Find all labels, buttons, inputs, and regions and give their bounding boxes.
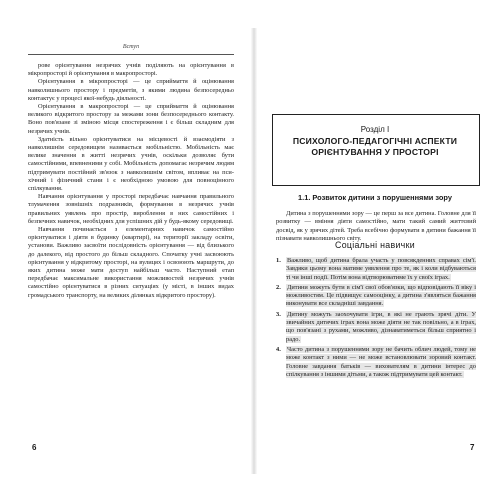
left-page-body [28,62,234,300]
skills-list [276,257,476,381]
section-title-line: ПСИХОЛОГО-ПЕДАГОГІЧНІ АСПЕКТИ [292,136,458,146]
book-gutter [251,28,257,474]
item-text: Дитини можуть бути в сім'ї свої обов'язки, що відповідають її віку і можливостям. Це підвищує самооцінку, а дитина з'являться бажання виконувати все складніші завдання. [286,283,476,308]
list-item [276,311,476,344]
left-paragraph: Здатність вільно орієнтуватися на місцевості й взаємодіяти з навколишнім середовищем називається мобільністю. Мобільність має велике значення в житті незрячих учнів, оскільки дозволяє бути самостійними, впевненими у собі. Мобільність допомагає незрячим людям підтримувати постійний зв'язок з навколишнім світом, впливає на психічний і фізичний стани і є необхідною умовою для повноцінного спілкування. [28,135,234,193]
running-head-rule [28,54,234,55]
intro-paragraph: Дитина з порушеннями зору — це перш за все дитина. Головне для її розвитку — вміння діяти самостійно, мати такий самий життєвий досвід, як у зрячих дітей. Треба всебічно формувати в дитини бажання її пізнавати навколишнього світу. [276,210,476,243]
item-number: 4. [276,345,281,353]
left-paragraph: Орієнтування в мікропросторі — це сприймаття й оцінювання навколишнього простору і предметів, з якими людина безпосередньо контактує у процесі якої-небудь діяльності. [28,78,234,102]
list-item [276,346,476,379]
item-text: Дитину можуть заохочувати ігри, в які не грають зрячі діти. У звичайних дитячих іграх вона може діяти не так повільно, а в іграх, що пов'язані з рухами, можливо, дізнаватиметься більш сприятно і радо. [286,310,476,343]
section-label: Розділ І [360,125,390,134]
section-title-line: ОРІЄНТУВАННЯ У ПРОСТОРІ [311,147,439,157]
left-paragraph: рове орієнтування незрячих учнів поділяють на орієнтування в мікропросторі й орієнтування в макропросторі. [28,62,234,78]
section-title [276,136,474,158]
left-paragraph: Навчання орієнтування у просторі передбачає навчання правильного тлумачення зовнішніх подразників, формування в незрячих учнів правильних уявлень про простір, вироблення в них самостійних і безпечних навичок, необхідних для успішних дій у будь-якому середовищі. [28,193,234,225]
intro-text [276,210,476,244]
item-number: 3. [276,310,281,318]
page-number-left: 6 [32,443,37,452]
item-number: 2. [276,283,281,291]
subsection-title: 1.1. Розвиток дитини з порушеннями зору [298,193,452,202]
left-paragraph: Навчання починається з елементарних навичок самостійно орієнтуватися і діяти в будинку (квартирі), на території закладу освіти, установи. Важливо засвоїти послідовність орієнтування — від близького до далекого, від простого до більш складного. Спочатку учні засвоюють орієнтування у відкритому просторі, на вулицях і освоюють маршрути, до яких дитина може мати доступ найбільш часто. Наступний етап передбачає максимальне використання можливостей незрячих учнів самостійно орієнтуватися в різних ситуаціях (у місті, в інших видах громадського транспорту, на великих ділянках відкритого простору). [28,226,234,299]
page-number-right: 7 [470,443,475,452]
list-item [276,284,476,309]
running-head: Вступ [122,44,140,50]
item-number: 1. [276,257,281,264]
item-text: Часто дитина з порушеннями зору не бачить облич людей, тому не може контакт з ними — не може встановлювати зоровий контакт. Головне завдання батьків — вихователям в дитини інтерес до спілкування з іншими дітьми, а також підтримувати цей контакт. [286,345,476,378]
left-paragraph: Орієнтування в макропросторі — це сприймаття й оцінювання великого відкритого простору за межами зони безпосереднього контакту. Воно пов'язане зі зміною місця спостереження і є більш складним для незрячих учнів. [28,103,234,135]
list-item [276,257,476,282]
skills-heading: Соціальні навички [335,240,415,250]
item-text: Важливо, щоб дитина брала участь у повсякденних справах сім'ї. Завдяки цьому вона матиме уявлення про те, як і коли відбуваються ті чи інші події. Потім вона відтворюватиме їх у своїх іграх. [286,257,476,281]
